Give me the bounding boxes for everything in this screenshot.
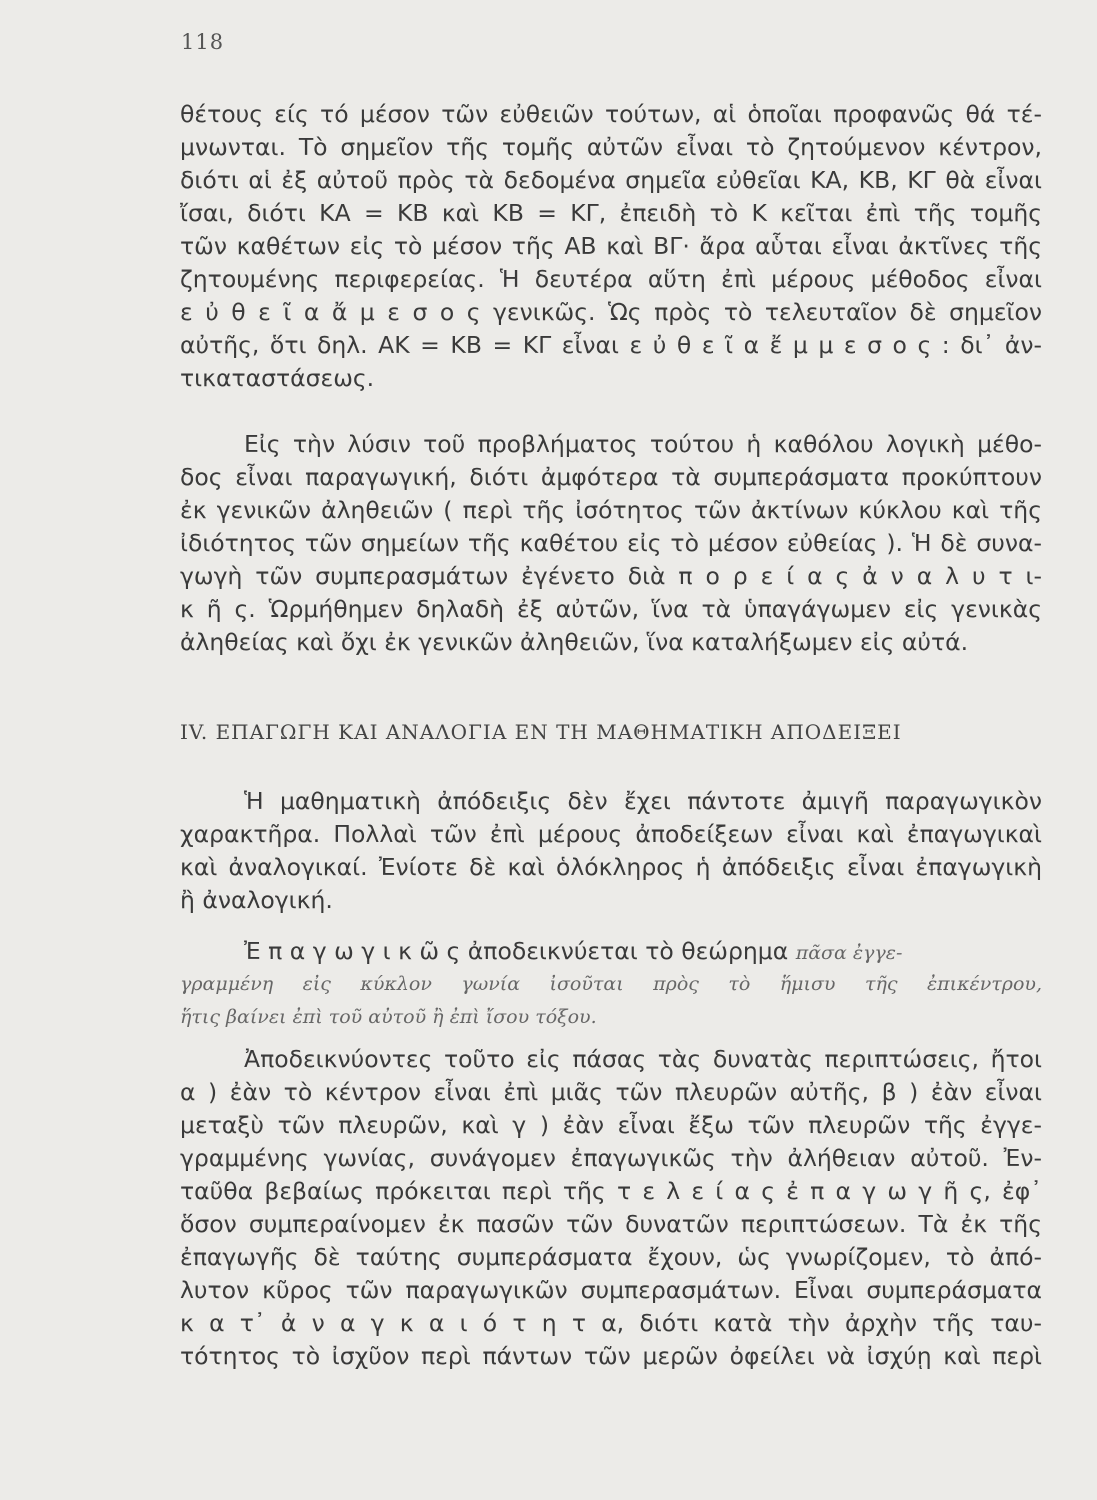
page-number: 118 [181,30,225,54]
text-line: τότητος τὸ ἰσχῦον περὶ πάντων τῶν μερῶν ὀφείλει νὰ ἰσχύῃ καὶ περὶ [180,1342,1042,1370]
text-line: ταῦθα βεβαίως πρόκειται περὶ τῆς τ ε λ ε ί α ς ἐ π α γ ω γ ῆ ς, ἐφ᾽ [180,1177,1042,1205]
text-line: ἐπαγωγῆς δὲ ταύτης συμπεράσματα ἔχουν, ὡς γνωρίζομεν, τὸ ἀπό- [180,1243,1042,1271]
theorem-statement-start: πᾶσα ἐγγε- [795,942,903,964]
text-line [180,935,1042,968]
paragraph-theorem [180,935,1042,1034]
text-line: θέτους είς τό μέσον τῶν εὐθειῶν τούτων, αἱ ὁποῖαι προφανῶς θά τέ- [180,100,1042,128]
text-line: ζητουμένης περιφερείας. Ἡ δευτέρα αὕτη ἐπὶ μέρους μέθοδος εἶναι [180,265,1042,293]
text-line: Εἰς τὴν λύσιν τοῦ προβλήματος τούτου ἡ καθόλου λογικὴ μέθο- [244,430,1042,458]
text-line: δος εἶναι παραγωγική, διότι ἀμφότερα τὰ συμπεράσματα προκύπτουν [180,463,1042,491]
theorem-statement-line: ἥτις βαίνει ἐπὶ τοῦ αὐτοῦ ἢ ἐπὶ ἴσου τόξου. [180,1006,597,1028]
text-line: λυτον κῦρος τῶν παραγωγικῶν συμπερασμάτων. Εἶναι συμπεράσματα [180,1276,1042,1304]
text-line: ε ὐ θ ε ῖ α ἄ μ ε σ ο ς γενικῶς. Ὡς πρὸς τὸ τελευταῖον δὲ σημεῖον [180,298,1042,326]
text-line: αὐτῆς, ὅτι δηλ. ΑΚ = ΚΒ = ΚΓ εἶναι ε ὐ θ ε ῖ α ἔ μ μ ε σ ο ς : δι᾽ ἀν- [180,331,1042,359]
text-line: ἢ ἀναλογική. [180,886,333,914]
text-line: διότι αἱ ἐξ αὐτοῦ πρὸς τὰ δεδομένα σημεῖα εὐθεῖαι ΚΑ, ΚΒ, ΚΓ θὰ εἶναι [180,166,1042,194]
paragraph-cases [180,1043,1042,1373]
text-line: τικαταστάσεως. [180,364,375,392]
text-line: Ἀποδεικνύοντες τοῦτο εἰς πάσας τὰς δυνατὰς περιπτώσεις, ἤτοι [244,1045,1042,1073]
paragraph-proof-character [180,785,1042,917]
text-line: ἴσαι, διότι ΚΑ = ΚΒ καὶ ΚΒ = ΚΓ, ἐπειδὴ τὸ Κ κεῖται ἐπὶ τῆς τομῆς [180,199,1042,227]
theorem-intro: Ἐ π α γ ω γ ι κ ῶ ς ἀποδεικνύεται τὸ θεώρημα [244,937,789,965]
section-heading: IV. ΕΠΑΓΩΓΗ ΚΑΙ ΑΝΑΛΟΓΙΑ ΕΝ ΤΗ ΜΑΘΗΜΑΤΙΚΗ ΑΠΟΔΕΙΞΕΙ [180,720,902,744]
text-line: κ ῆ ς. Ὡρμήθημεν δηλαδὴ ἐξ αὐτῶν, ἵνα τὰ ὑπαγάγωμεν εἰς γενικὰς [180,595,1042,623]
text-line: ὅσον συμπεραίνομεν ἐκ πασῶν τῶν δυνατῶν περιπτώσεων. Τὰ ἐκ τῆς [180,1210,1042,1238]
paragraph-problem-solution [180,428,1042,659]
text-line: μεταξὺ τῶν πλευρῶν, καὶ γ ) ἐὰν εἶναι ἔξω τῶν πλευρῶν τῆς ἐγγε- [180,1111,1042,1139]
text-line: ἀληθείας καὶ ὄχι ἐκ γενικῶν ἀληθειῶν, ἵνα καταλήξωμεν εἰς αὐτά. [180,628,969,656]
text-line: μνωνται. Τὸ σημεῖον τῆς τομῆς αὐτῶν εἶναι τὸ ζητούμενον κέντρον, [180,133,1042,161]
text-line: χαρακτῆρα. Πολλαὶ τῶν ἐπὶ μέρους ἀποδείξεων εἶναι καὶ ἐπαγωγικαὶ [180,820,1042,848]
text-line: α ) ἐὰν τὸ κέντρον εἶναι ἐπὶ μιᾶς τῶν πλευρῶν αὐτῆς, β ) ἐὰν εἶναι [180,1078,1042,1106]
text-line: τῶν καθέτων εἰς τὸ μέσον τῆς ΑΒ καὶ ΒΓ· ἄρα αὗται εἶναι ἀκτῖνες τῆς [180,232,1042,260]
theorem-statement-line: γραμμένη εἰς κύκλον γωνία ἰσοῦται πρὸς τὸ ἥμισυ τῆς ἐπικέντρου, [180,973,1042,995]
text-line: ἰδιότητος τῶν σημείων τῆς καθέτου εἰς τὸ μέσον εὐθείας ). Ἡ δὲ συνα- [180,529,1042,557]
text-line: καὶ ἀναλογικαί. Ἐνίοτε δὲ καὶ ὁλόκληρος ἡ ἀπόδειξις εἶναι ἐπαγωγικὴ [180,853,1042,881]
text-line: γωγὴ τῶν συμπερασμάτων ἐγένετο διὰ π ο ρ ε ί α ς ἀ ν α λ υ τ ι- [180,562,1042,590]
paragraph-continuation [180,98,1042,395]
text-line: ἐκ γενικῶν ἀληθειῶν ( περὶ τῆς ἰσότητος τῶν ἀκτίνων κύκλου καὶ τῆς [180,496,1042,524]
text-line: γραμμένης γωνίας, συνάγομεν ἐπαγωγικῶς τὴν ἀλήθειαν αὐτοῦ. Ἐν- [180,1144,1042,1172]
text-line: κ α τ᾽ ἀ ν α γ κ α ι ό τ η τ α, διότι κατὰ τὴν ἀρχὴν τῆς ταυ- [180,1309,1042,1337]
text-line: Ἡ μαθηματικὴ ἀπόδειξις δὲν ἔχει πάντοτε ἀμιγῆ παραγωγικὸν [244,787,1042,815]
